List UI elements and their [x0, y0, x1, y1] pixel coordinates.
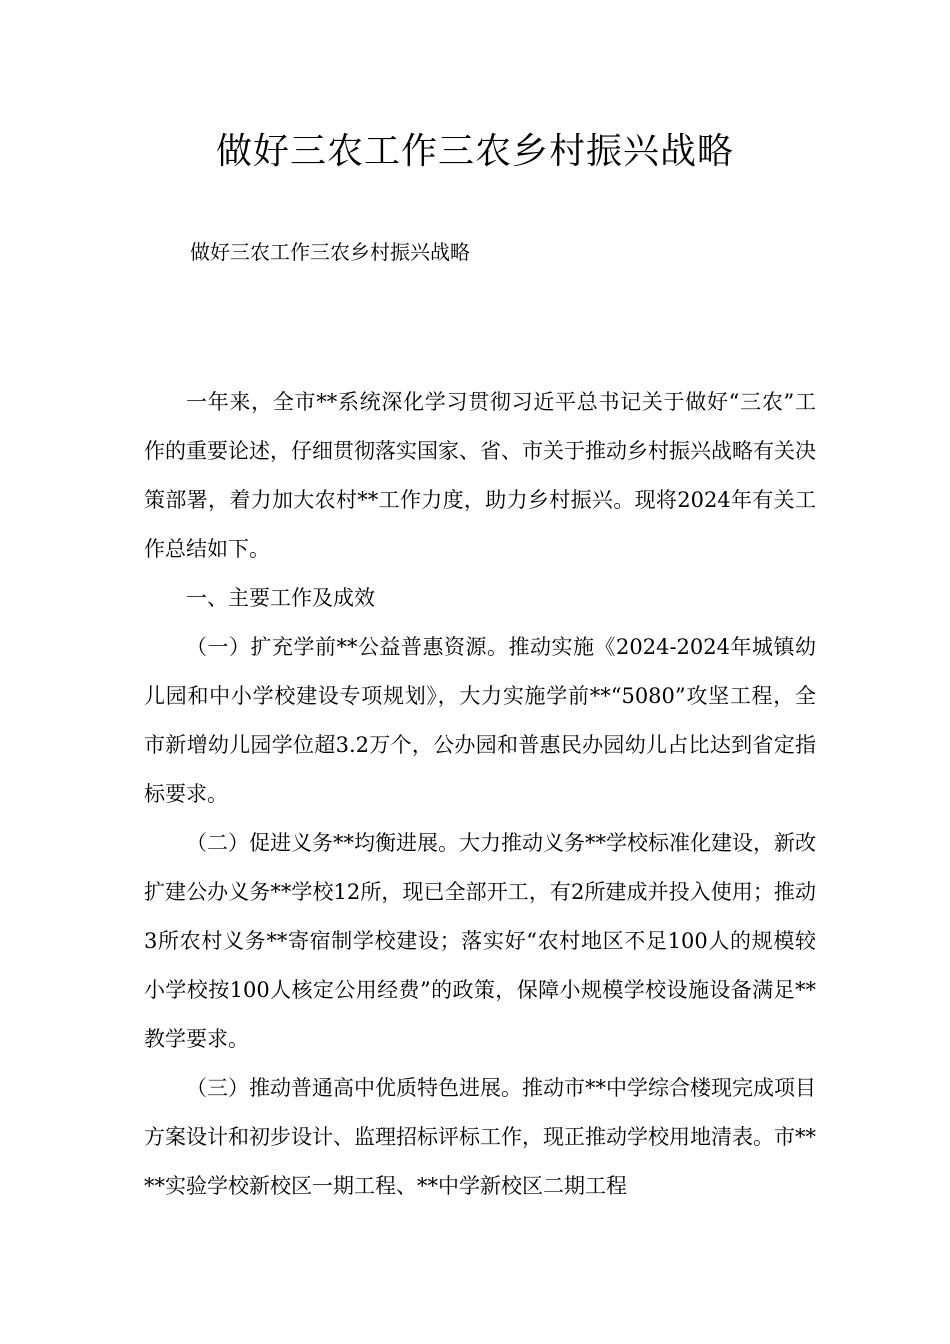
paragraph-preschool: （一）扩充学前**公益普惠资源。推动实施《2024-2024年城镇幼儿园和中小学校建设专项规划》，大力实施学前**“5080”攻坚工程，全市新增幼儿园学位超3.2万个，公办园和普惠民办园幼儿占比达到省定指标要求。 [144, 635, 816, 806]
document-body [144, 378, 816, 1211]
paragraph-intro: 一年来，全市**系统深化学习贯彻习近平总书记关于做好“三农”工作的重要论述，仔细贯彻落实国家、省、市关于推动乡村振兴战略有关决策部署，着力加大农村**工作力度，助力乡村振兴。现将2024年有关工作总结如下。 [144, 390, 816, 561]
paragraph-compulsory-education: （二）促进义务**均衡进展。大力推动义务**学校标准化建设，新改扩建公办义务**学校12所，现已全部开工，有2所建成并投入使用；推动3所农村义务**寄宿制学校建设；落实好“农村地区不足100人的规模较小学校按100人核定公用经费”的政策，保障小规模学校设施设备满足**教学要求。 [144, 831, 816, 1051]
section-heading-main-work: 一、主要工作及成效 [186, 586, 375, 610]
document-subtitle: 做好三农工作三农乡村振兴战略 [190, 240, 470, 264]
paragraph-high-school: （三）推动普通高中优质特色进展。推动市**中学综合楼现完成项目方案设计和初步设计、监理招标评标工作，现正推动学校用地清表。市****实验学校新校区一期工程、**中学新校区二期工程 [144, 1076, 816, 1198]
document-title: 做好三农工作三农乡村振兴战略 [215, 131, 734, 172]
